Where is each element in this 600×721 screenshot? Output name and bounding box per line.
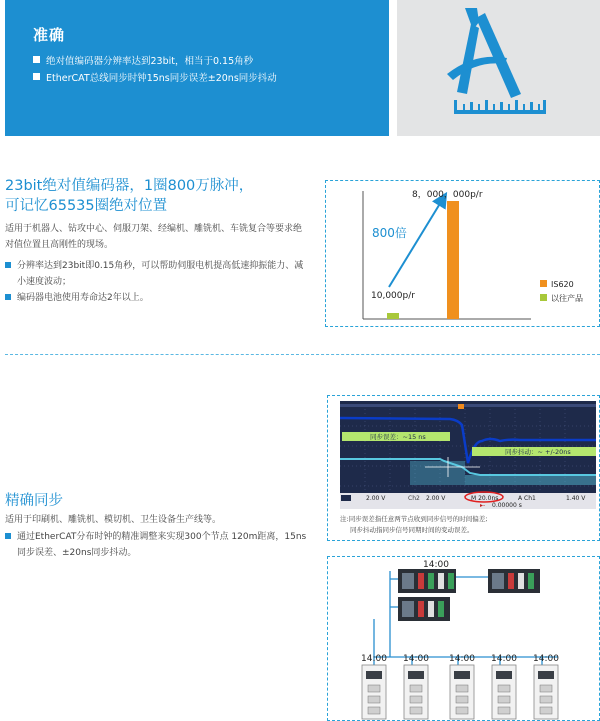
legend-label-old: 以往产品	[551, 294, 583, 303]
time-label-drive: 14:00	[491, 654, 517, 664]
banner-title: 准确	[33, 26, 66, 44]
scope-ch1-value: 2.00 V	[366, 495, 386, 502]
resolution-chart	[325, 180, 600, 327]
encoder-bullets	[5, 258, 305, 306]
servo-drive	[361, 654, 387, 719]
servo-drive	[491, 654, 517, 719]
scope-marker-value: 0.00000 s	[492, 502, 522, 509]
sync-error-label: 同步误差：~15 ns	[370, 433, 426, 441]
encoder-description: 适用于机器人、钻攻中心、伺服刀架、经编机、雕铣机、车铣复合等要求绝对值位置且高刚性的现场。	[5, 224, 303, 250]
list-item: 通过EtherCAT分布时钟的精准调整来实现300个节点 120m距离，15ns同步误差、±20ns同步抖动。	[5, 529, 315, 561]
sync-title: 精确同步	[5, 493, 63, 509]
network-topology-svg	[328, 557, 600, 721]
encoder-title: 23bit绝对值编码器，1圈800万脉冲， 可记忆65535圈绝对位置	[5, 178, 254, 214]
banner-item: EtherCAT总线同步时钟15ns同步误差±20ns同步抖动	[33, 68, 277, 85]
growth-arrow	[389, 197, 444, 287]
legend-swatch-is620	[540, 280, 547, 287]
data-label-new: 8，000，000p/r	[412, 190, 483, 200]
time-label-drive: 14:00	[361, 654, 387, 664]
multiplier-annotation: 800倍	[372, 226, 407, 240]
time-label-controller: 14:00	[423, 560, 449, 570]
data-label-old: 10,000p/r	[371, 291, 415, 301]
sync-bullets	[5, 529, 315, 561]
sync-jitter-label: 同步抖动：~ +/-20ns	[505, 448, 571, 456]
servo-drive	[449, 654, 475, 719]
sync-description: 适用于印刷机、雕铣机、模切机、卫生设备生产线等。	[5, 515, 222, 525]
time-label-drive: 14:00	[403, 654, 429, 664]
servo-drive	[403, 654, 429, 719]
scope-ch2-label: Ch2	[408, 495, 420, 502]
scope-trigger-value: 1.40 V	[566, 495, 586, 502]
scope-cursor-marker: ▸-	[480, 502, 486, 509]
banner-item: 绝对值编码器分辨率达到23bit，相当于0.15角秒	[33, 51, 277, 68]
oscilloscope-svg	[340, 401, 596, 509]
network-topology	[327, 556, 600, 721]
list-item: 分辨率达到23bit即0.15角秒，可以帮助伺服电机提高低速抑振能力、减小速度波动；	[5, 258, 305, 290]
controller-module-1	[398, 569, 456, 593]
legend-swatch-old	[540, 294, 547, 301]
bullet-square-icon	[5, 294, 11, 300]
bar-previous-product	[387, 313, 399, 319]
scope-timebase: M 20.0ns	[471, 495, 499, 502]
bullet-square-icon	[5, 533, 11, 539]
controller-module-3	[398, 597, 450, 621]
scope-trigger-label: A Ch1	[518, 495, 536, 502]
scope-footnote: 注:同步误差指任意两节点收到同步信号的时间偏差; 同步抖动指同步信号同期时间的变动误差。	[340, 515, 488, 534]
controller-module-2	[488, 569, 540, 593]
servo-drive	[533, 654, 559, 719]
section-divider	[5, 354, 600, 355]
scope-ch2-value: 2.00 V	[426, 495, 446, 502]
banner-list	[33, 51, 277, 85]
legend-label-is620: IS620	[551, 280, 574, 289]
resolution-chart-svg	[326, 181, 600, 328]
list-item: 编码器电池使用寿命达2年以上。	[5, 290, 305, 306]
bullet-square-icon	[33, 56, 40, 63]
time-label-drive: 14:00	[449, 654, 475, 664]
bar-is620	[447, 201, 459, 319]
compass-ruler-icon	[397, 0, 600, 136]
bullet-square-icon	[33, 73, 40, 80]
time-label-drive: 14:00	[533, 654, 559, 664]
bullet-square-icon	[5, 262, 11, 268]
oscilloscope-capture	[340, 401, 596, 509]
precision-illustration	[397, 0, 600, 136]
hero-banner	[5, 0, 389, 136]
